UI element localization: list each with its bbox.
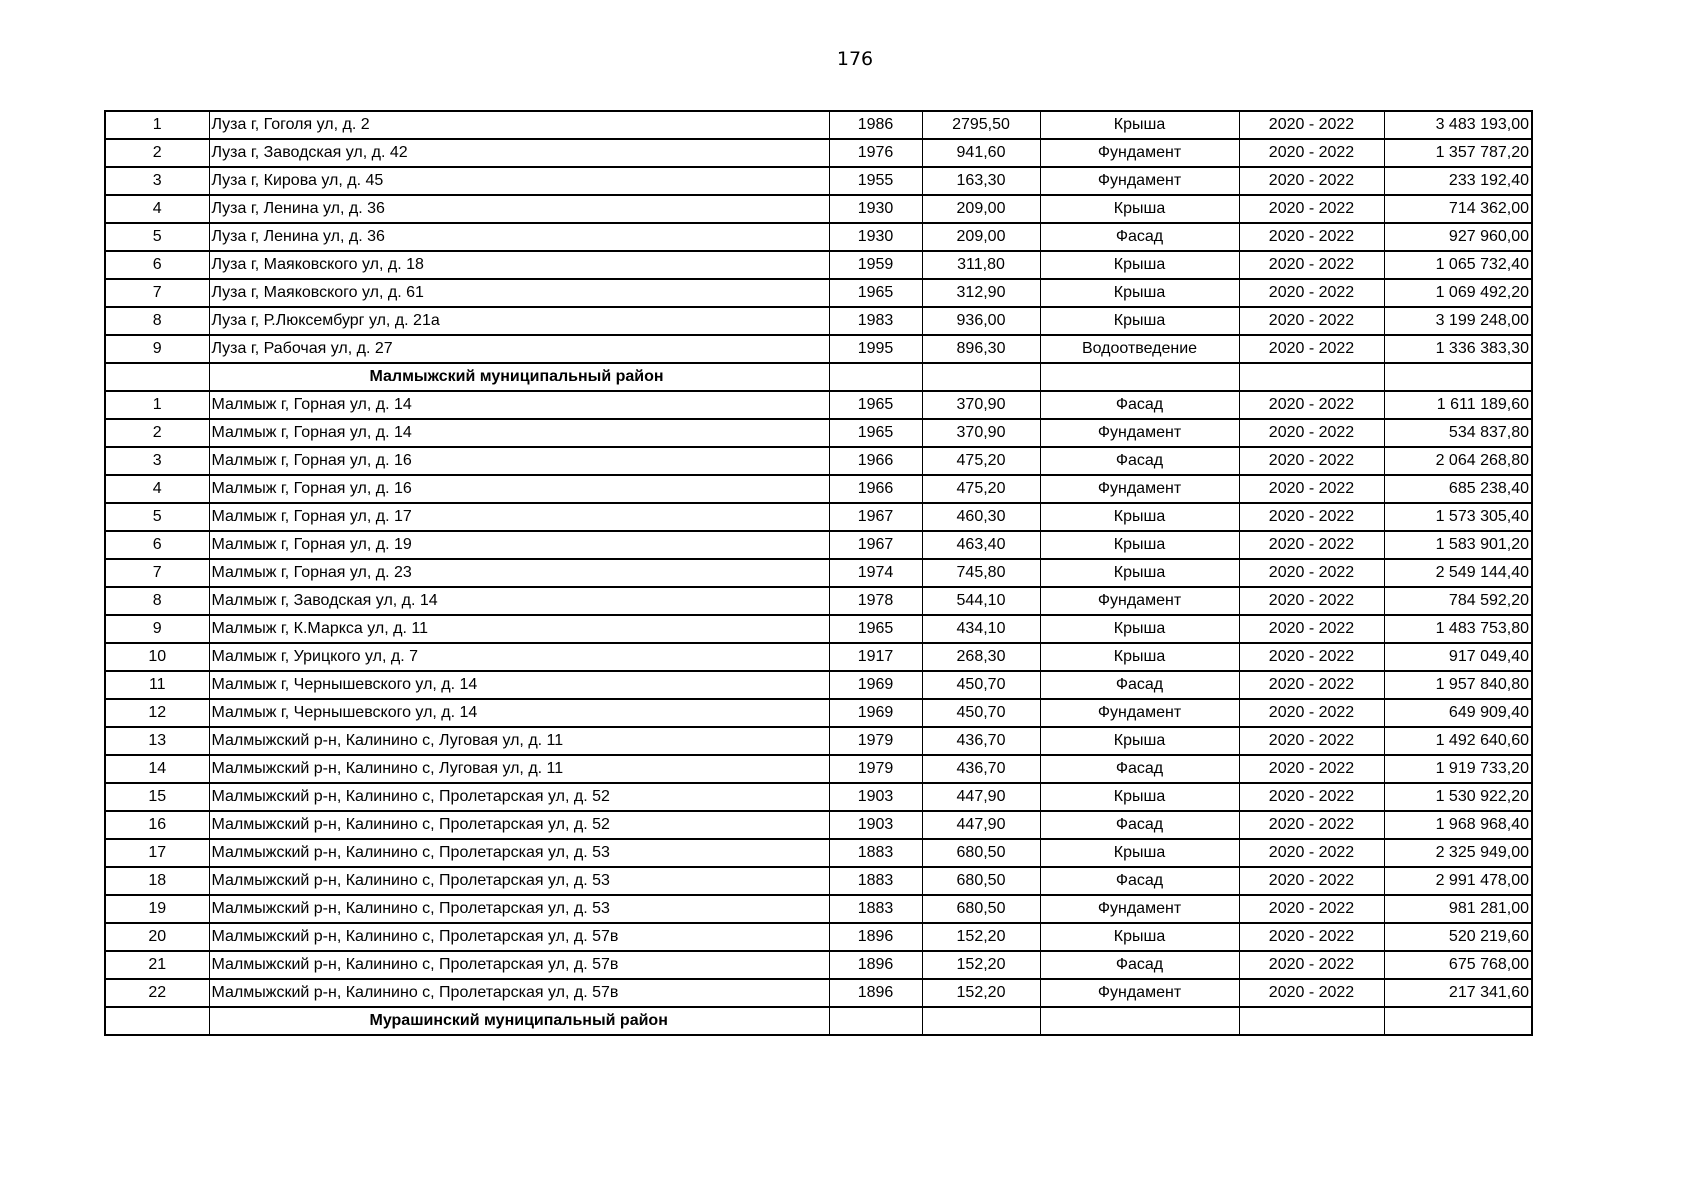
- work-type-cell: Фасад: [1040, 755, 1239, 783]
- year-built-cell: 1965: [829, 615, 922, 643]
- district-header-row: [105, 1007, 1532, 1035]
- cost-cell: 534 837,80: [1384, 419, 1532, 447]
- repair-register-table: [104, 110, 1533, 1036]
- cost-cell: 1 336 383,30: [1384, 335, 1532, 363]
- work-type-cell: Крыша: [1040, 923, 1239, 951]
- area-cell: 475,20: [922, 475, 1040, 503]
- row-number-cell: 9: [105, 335, 209, 363]
- district-name: Малмыжский муниципальный район: [209, 363, 829, 391]
- row-number-cell: 16: [105, 811, 209, 839]
- empty-cell: [829, 1007, 922, 1035]
- year-built-cell: 1969: [829, 671, 922, 699]
- table-row: [105, 951, 1532, 979]
- cost-cell: 981 281,00: [1384, 895, 1532, 923]
- area-cell: 460,30: [922, 503, 1040, 531]
- table-row: [105, 671, 1532, 699]
- row-number-cell: 5: [105, 223, 209, 251]
- period-cell: 2020 - 2022: [1239, 755, 1384, 783]
- empty-cell: [1040, 1007, 1239, 1035]
- table-row: [105, 895, 1532, 923]
- work-type-cell: Водоотведение: [1040, 335, 1239, 363]
- row-number-cell: 3: [105, 447, 209, 475]
- year-built-cell: 1955: [829, 167, 922, 195]
- row-number-cell: 17: [105, 839, 209, 867]
- district-header-row: [105, 363, 1532, 391]
- row-number-cell: 3: [105, 167, 209, 195]
- row-number-cell: 6: [105, 531, 209, 559]
- year-built-cell: 1965: [829, 279, 922, 307]
- table-row: [105, 531, 1532, 559]
- work-type-cell: Крыша: [1040, 643, 1239, 671]
- work-type-cell: Крыша: [1040, 111, 1239, 139]
- table-row: [105, 615, 1532, 643]
- year-built-cell: 1978: [829, 587, 922, 615]
- area-cell: 450,70: [922, 671, 1040, 699]
- row-number-cell: 10: [105, 643, 209, 671]
- area-cell: 463,40: [922, 531, 1040, 559]
- table-row: [105, 503, 1532, 531]
- period-cell: 2020 - 2022: [1239, 979, 1384, 1007]
- table-row: [105, 587, 1532, 615]
- area-cell: 311,80: [922, 251, 1040, 279]
- area-cell: 209,00: [922, 195, 1040, 223]
- cost-cell: 3 199 248,00: [1384, 307, 1532, 335]
- area-cell: 680,50: [922, 839, 1040, 867]
- year-built-cell: 1983: [829, 307, 922, 335]
- year-built-cell: 1974: [829, 559, 922, 587]
- address-cell: Малмыж г, Заводская ул, д. 14: [209, 587, 829, 615]
- cost-cell: 714 362,00: [1384, 195, 1532, 223]
- area-cell: 896,30: [922, 335, 1040, 363]
- address-cell: Луза г, Рабочая ул, д. 27: [209, 335, 829, 363]
- area-cell: 680,50: [922, 867, 1040, 895]
- period-cell: 2020 - 2022: [1239, 167, 1384, 195]
- year-built-cell: 1986: [829, 111, 922, 139]
- cost-cell: 1 583 901,20: [1384, 531, 1532, 559]
- area-cell: 447,90: [922, 783, 1040, 811]
- area-cell: 2795,50: [922, 111, 1040, 139]
- row-number-cell: 22: [105, 979, 209, 1007]
- area-cell: 475,20: [922, 447, 1040, 475]
- period-cell: 2020 - 2022: [1239, 447, 1384, 475]
- address-cell: Малмыжский р-н, Калинино с, Пролетарская ул, д. 53: [209, 867, 829, 895]
- work-type-cell: Крыша: [1040, 307, 1239, 335]
- work-type-cell: Фасад: [1040, 391, 1239, 419]
- year-built-cell: 1903: [829, 783, 922, 811]
- period-cell: 2020 - 2022: [1239, 587, 1384, 615]
- cost-cell: 917 049,40: [1384, 643, 1532, 671]
- year-built-cell: 1979: [829, 755, 922, 783]
- table-row: [105, 559, 1532, 587]
- area-cell: 544,10: [922, 587, 1040, 615]
- work-type-cell: Крыша: [1040, 559, 1239, 587]
- period-cell: 2020 - 2022: [1239, 251, 1384, 279]
- row-number-cell: 9: [105, 615, 209, 643]
- area-cell: 450,70: [922, 699, 1040, 727]
- address-cell: Малмыж г, Горная ул, д. 14: [209, 419, 829, 447]
- table-row: [105, 307, 1532, 335]
- district-name: Мурашинский муниципальный район: [209, 1007, 829, 1035]
- cost-cell: 649 909,40: [1384, 699, 1532, 727]
- work-type-cell: Крыша: [1040, 531, 1239, 559]
- cost-cell: 1 919 733,20: [1384, 755, 1532, 783]
- table-row: [105, 867, 1532, 895]
- work-type-cell: Крыша: [1040, 727, 1239, 755]
- year-built-cell: 1917: [829, 643, 922, 671]
- table-row: [105, 979, 1532, 1007]
- period-cell: 2020 - 2022: [1239, 811, 1384, 839]
- cost-cell: 1 065 732,40: [1384, 251, 1532, 279]
- period-cell: 2020 - 2022: [1239, 895, 1384, 923]
- period-cell: 2020 - 2022: [1239, 559, 1384, 587]
- cost-cell: 1 530 922,20: [1384, 783, 1532, 811]
- period-cell: 2020 - 2022: [1239, 223, 1384, 251]
- year-built-cell: 1883: [829, 839, 922, 867]
- period-cell: 2020 - 2022: [1239, 419, 1384, 447]
- row-number-cell: 15: [105, 783, 209, 811]
- address-cell: Луза г, Кирова ул, д. 45: [209, 167, 829, 195]
- period-cell: 2020 - 2022: [1239, 783, 1384, 811]
- cost-cell: 2 325 949,00: [1384, 839, 1532, 867]
- area-cell: 209,00: [922, 223, 1040, 251]
- work-type-cell: Крыша: [1040, 839, 1239, 867]
- address-cell: Малмыж г, К.Маркса ул, д. 11: [209, 615, 829, 643]
- address-cell: Малмыжский р-н, Калинино с, Пролетарская ул, д. 52: [209, 811, 829, 839]
- row-number-cell: 5: [105, 503, 209, 531]
- year-built-cell: 1896: [829, 951, 922, 979]
- address-cell: Луза г, Ленина ул, д. 36: [209, 223, 829, 251]
- empty-cell: [829, 363, 922, 391]
- address-cell: Луза г, Ленина ул, д. 36: [209, 195, 829, 223]
- period-cell: 2020 - 2022: [1239, 475, 1384, 503]
- address-cell: Луза г, Заводская ул, д. 42: [209, 139, 829, 167]
- cost-cell: 217 341,60: [1384, 979, 1532, 1007]
- area-cell: 163,30: [922, 167, 1040, 195]
- work-type-cell: Фундамент: [1040, 139, 1239, 167]
- row-number-cell: 7: [105, 559, 209, 587]
- year-built-cell: 1883: [829, 895, 922, 923]
- address-cell: Малмыж г, Чернышевского ул, д. 14: [209, 699, 829, 727]
- area-cell: 152,20: [922, 979, 1040, 1007]
- period-cell: 2020 - 2022: [1239, 139, 1384, 167]
- row-number-cell: 1: [105, 111, 209, 139]
- empty-cell: [105, 1007, 209, 1035]
- period-cell: 2020 - 2022: [1239, 699, 1384, 727]
- row-number-cell: 12: [105, 699, 209, 727]
- empty-cell: [1040, 363, 1239, 391]
- row-number-cell: 4: [105, 475, 209, 503]
- work-type-cell: Крыша: [1040, 503, 1239, 531]
- empty-cell: [922, 363, 1040, 391]
- table-row: [105, 139, 1532, 167]
- period-cell: 2020 - 2022: [1239, 671, 1384, 699]
- year-built-cell: 1969: [829, 699, 922, 727]
- row-number-cell: 1: [105, 391, 209, 419]
- period-cell: 2020 - 2022: [1239, 727, 1384, 755]
- work-type-cell: Крыша: [1040, 195, 1239, 223]
- table-body: [105, 111, 1532, 1035]
- area-cell: 152,20: [922, 951, 1040, 979]
- page-number: 176: [836, 48, 874, 70]
- cost-cell: 3 483 193,00: [1384, 111, 1532, 139]
- address-cell: Малмыжский р-н, Калинино с, Луговая ул, д. 11: [209, 755, 829, 783]
- table-row: [105, 167, 1532, 195]
- address-cell: Малмыж г, Горная ул, д. 23: [209, 559, 829, 587]
- period-cell: 2020 - 2022: [1239, 279, 1384, 307]
- row-number-cell: 4: [105, 195, 209, 223]
- work-type-cell: Крыша: [1040, 279, 1239, 307]
- year-built-cell: 1930: [829, 195, 922, 223]
- area-cell: 434,10: [922, 615, 1040, 643]
- table-row: [105, 279, 1532, 307]
- table-row: [105, 335, 1532, 363]
- row-number-cell: 8: [105, 587, 209, 615]
- work-type-cell: Фундамент: [1040, 167, 1239, 195]
- address-cell: Малмыж г, Горная ул, д. 16: [209, 447, 829, 475]
- period-cell: 2020 - 2022: [1239, 503, 1384, 531]
- empty-cell: [105, 363, 209, 391]
- address-cell: Луза г, Р.Люксембург ул, д. 21а: [209, 307, 829, 335]
- period-cell: 2020 - 2022: [1239, 643, 1384, 671]
- cost-cell: 1 492 640,60: [1384, 727, 1532, 755]
- work-type-cell: Крыша: [1040, 251, 1239, 279]
- year-built-cell: 1883: [829, 867, 922, 895]
- area-cell: 268,30: [922, 643, 1040, 671]
- address-cell: Малмыжский р-н, Калинино с, Пролетарская ул, д. 53: [209, 895, 829, 923]
- area-cell: 936,00: [922, 307, 1040, 335]
- address-cell: Малмыж г, Горная ул, д. 19: [209, 531, 829, 559]
- empty-cell: [922, 1007, 1040, 1035]
- table-row: [105, 447, 1532, 475]
- address-cell: Малмыжский р-н, Калинино с, Пролетарская ул, д. 57в: [209, 951, 829, 979]
- address-cell: Малмыжский р-н, Калинино с, Пролетарская ул, д. 52: [209, 783, 829, 811]
- year-built-cell: 1979: [829, 727, 922, 755]
- work-type-cell: Фасад: [1040, 811, 1239, 839]
- row-number-cell: 7: [105, 279, 209, 307]
- empty-cell: [1239, 363, 1384, 391]
- row-number-cell: 6: [105, 251, 209, 279]
- work-type-cell: Фасад: [1040, 951, 1239, 979]
- table-row: [105, 195, 1532, 223]
- work-type-cell: Фундамент: [1040, 895, 1239, 923]
- address-cell: Малмыж г, Горная ул, д. 17: [209, 503, 829, 531]
- year-built-cell: 1967: [829, 531, 922, 559]
- address-cell: Луза г, Гоголя ул, д. 2: [209, 111, 829, 139]
- address-cell: Луза г, Маяковского ул, д. 61: [209, 279, 829, 307]
- empty-cell: [1384, 1007, 1532, 1035]
- row-number-cell: 2: [105, 139, 209, 167]
- row-number-cell: 19: [105, 895, 209, 923]
- year-built-cell: 1903: [829, 811, 922, 839]
- period-cell: 2020 - 2022: [1239, 531, 1384, 559]
- work-type-cell: Фасад: [1040, 671, 1239, 699]
- period-cell: 2020 - 2022: [1239, 867, 1384, 895]
- area-cell: 941,60: [922, 139, 1040, 167]
- table-row: [105, 475, 1532, 503]
- row-number-cell: 8: [105, 307, 209, 335]
- address-cell: Малмыжский р-н, Калинино с, Луговая ул, д. 11: [209, 727, 829, 755]
- cost-cell: 675 768,00: [1384, 951, 1532, 979]
- work-type-cell: Фасад: [1040, 867, 1239, 895]
- address-cell: Луза г, Маяковского ул, д. 18: [209, 251, 829, 279]
- year-built-cell: 1965: [829, 419, 922, 447]
- cost-cell: 520 219,60: [1384, 923, 1532, 951]
- address-cell: Малмыжский р-н, Калинино с, Пролетарская ул, д. 57в: [209, 923, 829, 951]
- cost-cell: 2 991 478,00: [1384, 867, 1532, 895]
- area-cell: 152,20: [922, 923, 1040, 951]
- year-built-cell: 1967: [829, 503, 922, 531]
- work-type-cell: Фасад: [1040, 223, 1239, 251]
- table-row: [105, 643, 1532, 671]
- table-row: [105, 419, 1532, 447]
- cost-cell: 1 611 189,60: [1384, 391, 1532, 419]
- area-cell: 680,50: [922, 895, 1040, 923]
- table-row: [105, 391, 1532, 419]
- table-row: [105, 923, 1532, 951]
- area-cell: 370,90: [922, 391, 1040, 419]
- cost-cell: 784 592,20: [1384, 587, 1532, 615]
- row-number-cell: 14: [105, 755, 209, 783]
- period-cell: 2020 - 2022: [1239, 615, 1384, 643]
- table-row: [105, 839, 1532, 867]
- work-type-cell: Фундамент: [1040, 699, 1239, 727]
- period-cell: 2020 - 2022: [1239, 951, 1384, 979]
- table-row: [105, 727, 1532, 755]
- address-cell: Малмыжский р-н, Калинино с, Пролетарская ул, д. 57в: [209, 979, 829, 1007]
- work-type-cell: Фундамент: [1040, 979, 1239, 1007]
- row-number-cell: 13: [105, 727, 209, 755]
- table-row: [105, 699, 1532, 727]
- table-row: [105, 111, 1532, 139]
- cost-cell: 927 960,00: [1384, 223, 1532, 251]
- period-cell: 2020 - 2022: [1239, 195, 1384, 223]
- area-cell: 745,80: [922, 559, 1040, 587]
- cost-cell: 1 357 787,20: [1384, 139, 1532, 167]
- cost-cell: 2 064 268,80: [1384, 447, 1532, 475]
- table-row: [105, 755, 1532, 783]
- address-cell: Малмыж г, Горная ул, д. 16: [209, 475, 829, 503]
- cost-cell: 1 483 753,80: [1384, 615, 1532, 643]
- table-row: [105, 811, 1532, 839]
- work-type-cell: Фундамент: [1040, 475, 1239, 503]
- cost-cell: 1 069 492,20: [1384, 279, 1532, 307]
- cost-cell: 2 549 144,40: [1384, 559, 1532, 587]
- year-built-cell: 1896: [829, 979, 922, 1007]
- period-cell: 2020 - 2022: [1239, 111, 1384, 139]
- period-cell: 2020 - 2022: [1239, 391, 1384, 419]
- year-built-cell: 1930: [829, 223, 922, 251]
- period-cell: 2020 - 2022: [1239, 307, 1384, 335]
- row-number-cell: 2: [105, 419, 209, 447]
- address-cell: Малмыж г, Урицкого ул, д. 7: [209, 643, 829, 671]
- cost-cell: 1 968 968,40: [1384, 811, 1532, 839]
- cost-cell: 1 957 840,80: [1384, 671, 1532, 699]
- row-number-cell: 11: [105, 671, 209, 699]
- area-cell: 370,90: [922, 419, 1040, 447]
- year-built-cell: 1896: [829, 923, 922, 951]
- address-cell: Малмыжский р-н, Калинино с, Пролетарская ул, д. 53: [209, 839, 829, 867]
- work-type-cell: Фундамент: [1040, 587, 1239, 615]
- year-built-cell: 1959: [829, 251, 922, 279]
- cost-cell: 233 192,40: [1384, 167, 1532, 195]
- table-row: [105, 223, 1532, 251]
- address-cell: Малмыж г, Чернышевского ул, д. 14: [209, 671, 829, 699]
- area-cell: 436,70: [922, 755, 1040, 783]
- table-row: [105, 251, 1532, 279]
- year-built-cell: 1995: [829, 335, 922, 363]
- work-type-cell: Фасад: [1040, 447, 1239, 475]
- year-built-cell: 1965: [829, 391, 922, 419]
- work-type-cell: Фундамент: [1040, 419, 1239, 447]
- area-cell: 447,90: [922, 811, 1040, 839]
- year-built-cell: 1976: [829, 139, 922, 167]
- year-built-cell: 1966: [829, 475, 922, 503]
- empty-cell: [1239, 1007, 1384, 1035]
- row-number-cell: 21: [105, 951, 209, 979]
- area-cell: 312,90: [922, 279, 1040, 307]
- area-cell: 436,70: [922, 727, 1040, 755]
- period-cell: 2020 - 2022: [1239, 335, 1384, 363]
- empty-cell: [1384, 363, 1532, 391]
- period-cell: 2020 - 2022: [1239, 839, 1384, 867]
- work-type-cell: Крыша: [1040, 615, 1239, 643]
- work-type-cell: Крыша: [1040, 783, 1239, 811]
- row-number-cell: 20: [105, 923, 209, 951]
- table-row: [105, 783, 1532, 811]
- cost-cell: 685 238,40: [1384, 475, 1532, 503]
- period-cell: 2020 - 2022: [1239, 923, 1384, 951]
- address-cell: Малмыж г, Горная ул, д. 14: [209, 391, 829, 419]
- row-number-cell: 18: [105, 867, 209, 895]
- year-built-cell: 1966: [829, 447, 922, 475]
- cost-cell: 1 573 305,40: [1384, 503, 1532, 531]
